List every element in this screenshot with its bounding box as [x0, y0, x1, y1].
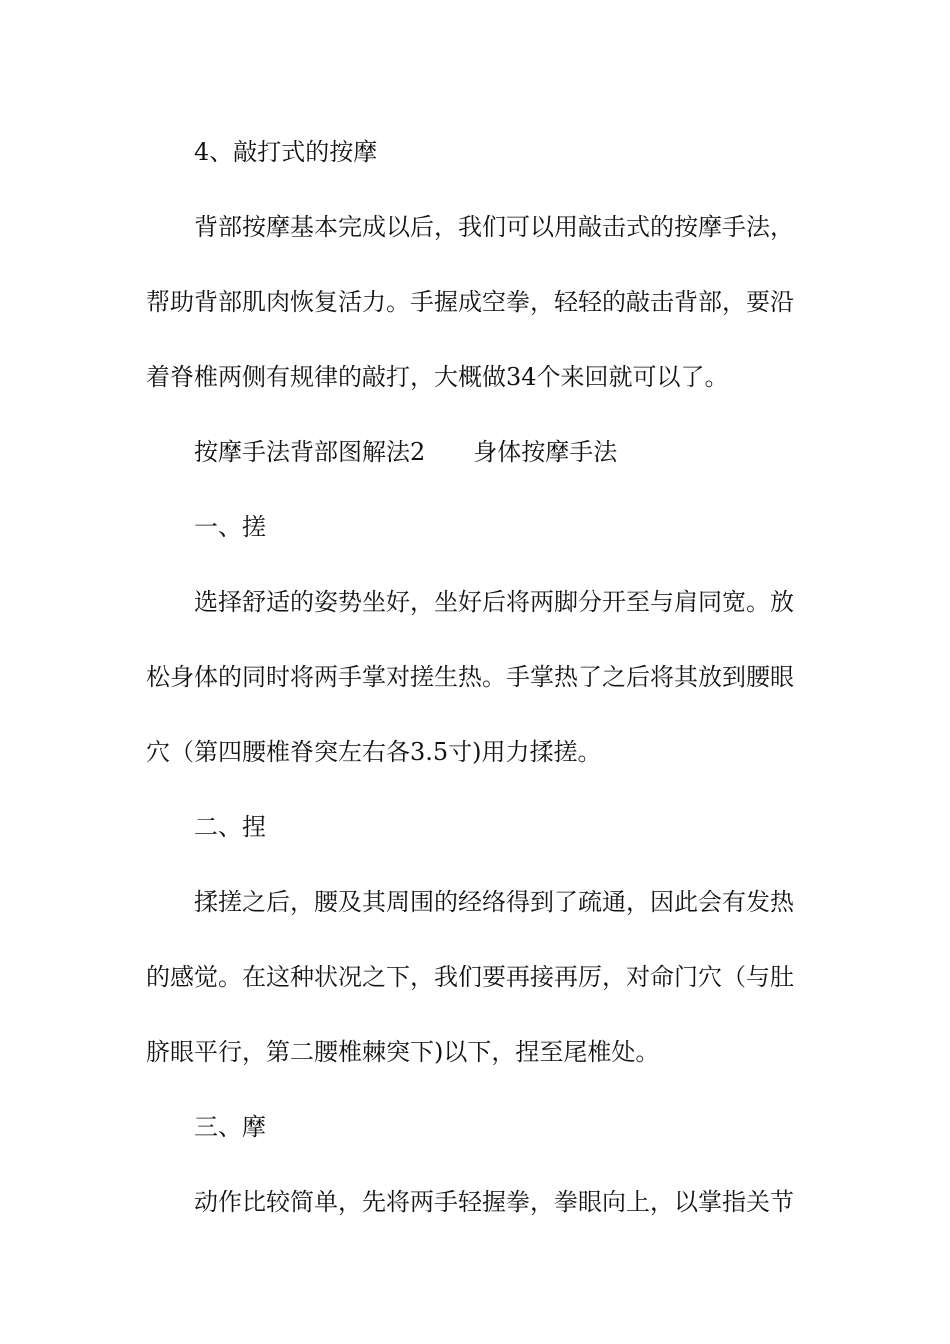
paragraph-line: 背部按摩基本完成以后，我们可以用敲击式的按摩手法，	[194, 213, 794, 241]
paragraph-line: 动作比较简单，先将两手轻握拳，拳眼向上，以掌指关节	[194, 1188, 794, 1216]
paragraph-line: 脐眼平行，第二腰椎棘突下)以下，捏至尾椎处。	[146, 1038, 660, 1066]
heading-knocking-massage: 4、敲打式的按摩	[194, 138, 378, 166]
subheading-rub: 一、搓	[194, 513, 266, 541]
section-subtitle: 身体按摩手法	[473, 438, 618, 466]
paragraph-line: 选择舒适的姿势坐好，坐好后将两脚分开至与肩同宽。放	[194, 588, 794, 616]
paragraph-line: 穴（第四腰椎脊突左右各3.5寸)用力揉搓。	[146, 738, 602, 766]
subheading-rubbing: 三、摩	[194, 1113, 266, 1141]
subheading-pinch: 二、捏	[194, 813, 266, 841]
section-heading-line	[194, 436, 874, 468]
paragraph-line: 揉搓之后，腰及其周围的经络得到了疏通，因此会有发热	[194, 888, 794, 916]
paragraph-line: 着脊椎两侧有规律的敲打，大概做34个来回就可以了。	[146, 363, 729, 391]
paragraph-line: 帮助背部肌肉恢复活力。手握成空拳，轻轻的敲击背部，要沿	[146, 288, 794, 316]
section-title: 按摩手法背部图解法2	[194, 438, 426, 466]
paragraph-line: 的感觉。在这种状况之下，我们要再接再厉，对命门穴（与肚	[146, 963, 794, 991]
paragraph-line: 松身体的同时将两手掌对搓生热。手掌热了之后将其放到腰眼	[146, 663, 794, 691]
